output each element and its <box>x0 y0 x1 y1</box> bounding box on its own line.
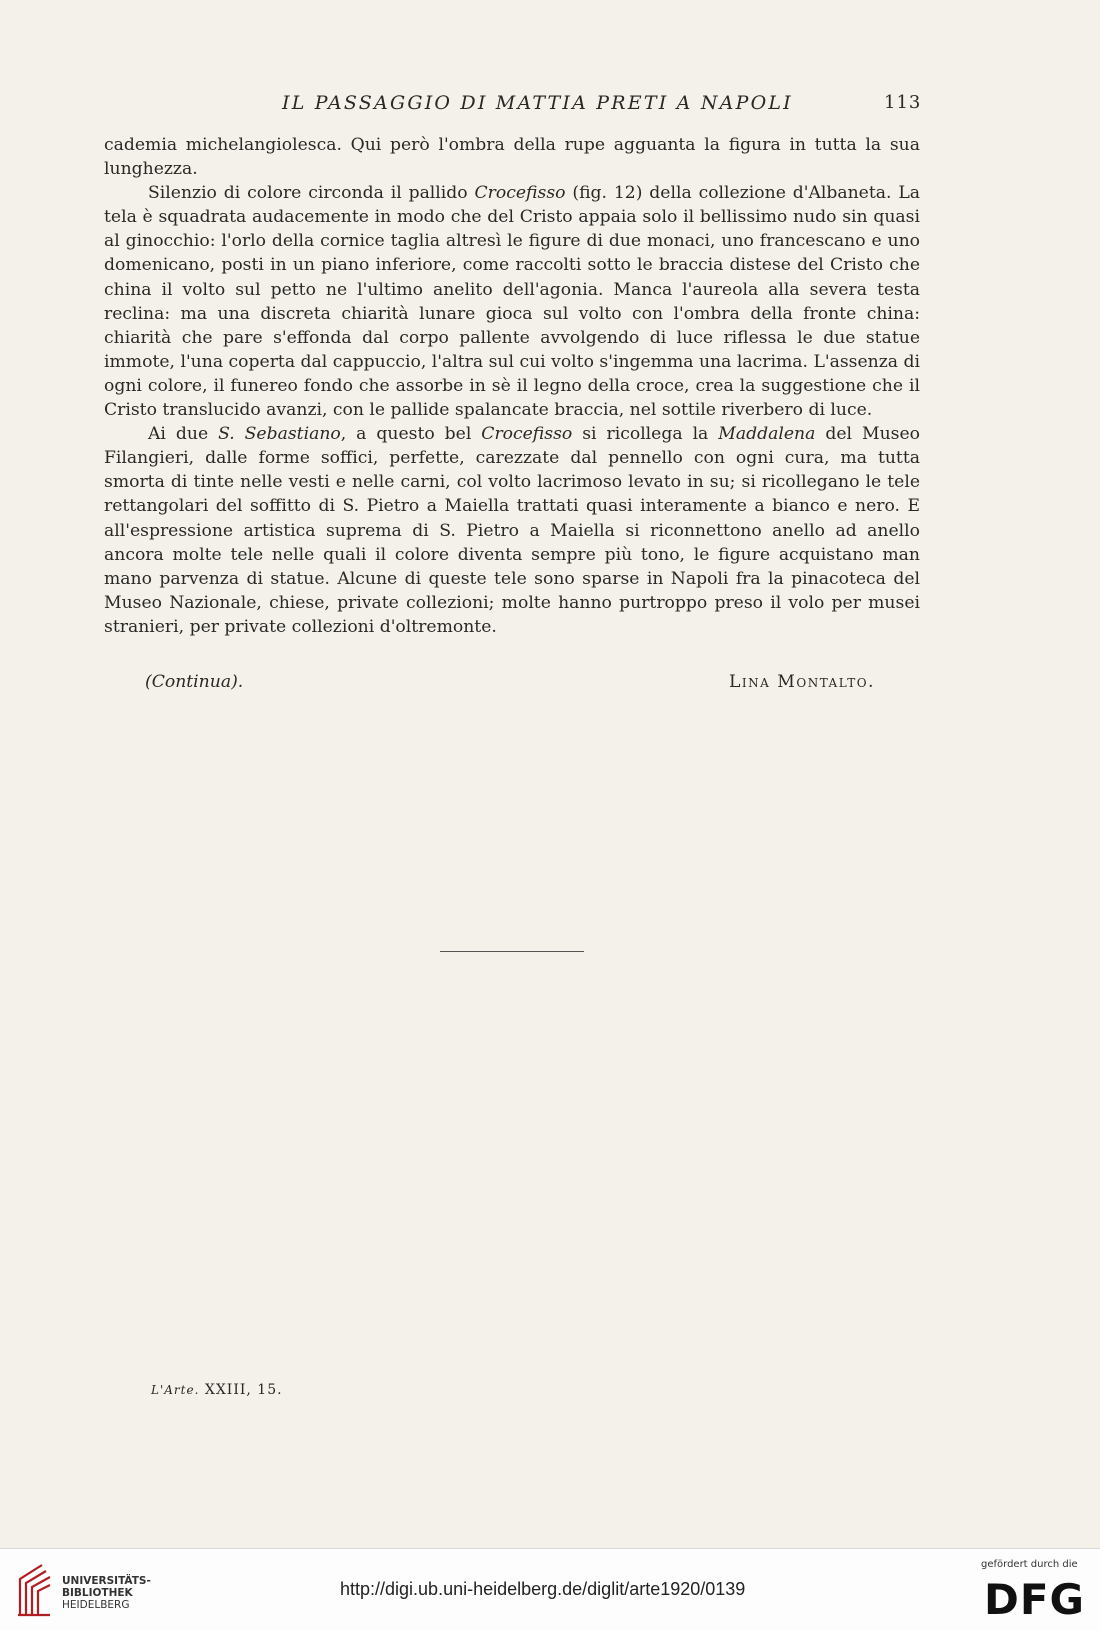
p2-text-c: (fig. 12) della collezione d'Albaneta. La tela è squadrata audacemente in modo che del Cristo appaia solo il bellissimo nudo sin quasi al ginocchio: l'orlo della cornice taglia altresì le figure di due monaci, uno francescano e uno domenicano, posti in un piano inferiore, come raccolti sotto le braccia distese del Cristo che china il volto sul petto ne l'ultimo anelito dell'agonia. Manca l'aureola alla severa testa reclina: ma una discreta chiarità lunare gioca sul volto con l'ombra della fronte china: chiarità che pare s'effonda dal corpo pallente avvolgendo di luce riflessa le due statue immote, l'una coperta dal cappuccio, l'altra sul cui volto s'ingemma una lacrima. L'assenza di ogni colore, il funereo fondo che assorbe in sè il legno della croce, crea la suggestione che il Cristo translucido avanzi, con le pallide spalancate braccia, nel sottile riverbero di luce. <box>104 183 920 421</box>
library-line-2: BIBLIOTHEK <box>62 1587 133 1599</box>
running-title: IL PASSAGGIO DI MATTIA PRETI A NAPOLI <box>282 92 793 114</box>
university-library-logo-icon <box>14 1561 54 1619</box>
funded-by-caption: gefördert durch die <box>981 1559 1078 1570</box>
library-line-3: HEIDELBERG <box>62 1599 130 1611</box>
dfg-logo: DFG <box>984 1575 1086 1624</box>
library-line-1: UNIVERSITÄTS- <box>62 1575 151 1587</box>
university-library-name <box>62 1575 151 1611</box>
signature-line <box>104 672 920 698</box>
permalink-url[interactable]: http://digi.ub.uni-heidelberg.de/diglit/arte1920/0139 <box>340 1579 746 1599</box>
continua-note: (Continua). <box>145 672 244 692</box>
journal-name: L'Arte. <box>151 1383 200 1397</box>
paragraph-1: cademia michelangiolesca. Qui però l'ombra della rupe agguanta la figura in tutta la sua lunghezza. <box>104 135 920 180</box>
p3-text-c: , a questo bel <box>340 424 482 445</box>
closing-rule <box>440 951 584 952</box>
article-body <box>104 133 920 639</box>
running-header <box>0 92 1100 122</box>
p3-title-crocefisso: Crocefisso <box>481 424 573 445</box>
p3-title-sebastiano: S. Sebastiano <box>218 424 341 445</box>
p3-title-maddalena: Maddalena <box>718 424 816 445</box>
p3-text-g: del Museo Filangieri, dalle forme soffici, perfette, carezzate dal pennello con ogni cura, ma tutta smorta di tinte nelle vesti e nelle carni, col volto lacrimoso levato in su; si ricollegano le tele rettangolari del soffitto di S. Pietro a Maiella trattati quasi interamente a bianco e nero. E all'espressione artistica suprema di S. Pietro a Maiella si riconnettono anello ad anello ancora molte tele nelle quali il colore diventa sempre più tono, le figure acquistano man mano parvenza di statue. Alcune di queste tele sono sparse in Napoli fra la pinacoteca del Museo Nazionale, chiese, private collezioni; molte hanno purtroppo preso il volo per musei stranieri, per private collezioni d'oltremonte. <box>104 424 920 637</box>
paragraph-3 <box>104 422 920 639</box>
p2-title-crocefisso: Crocefisso <box>474 183 566 204</box>
page-number: 113 <box>884 92 922 113</box>
p2-text-a: Silenzio di colore circonda il pallido <box>148 183 475 204</box>
journal-volume: XXIII, 15. <box>204 1382 283 1398</box>
digitization-footer-bar <box>0 1548 1100 1630</box>
paragraph-2 <box>104 181 920 422</box>
p3-text-e: si ricollega la <box>572 424 719 445</box>
journal-footline <box>151 1382 283 1398</box>
author-name: Lina Montalto. <box>728 672 875 692</box>
p3-text-a: Ai due <box>148 424 219 445</box>
